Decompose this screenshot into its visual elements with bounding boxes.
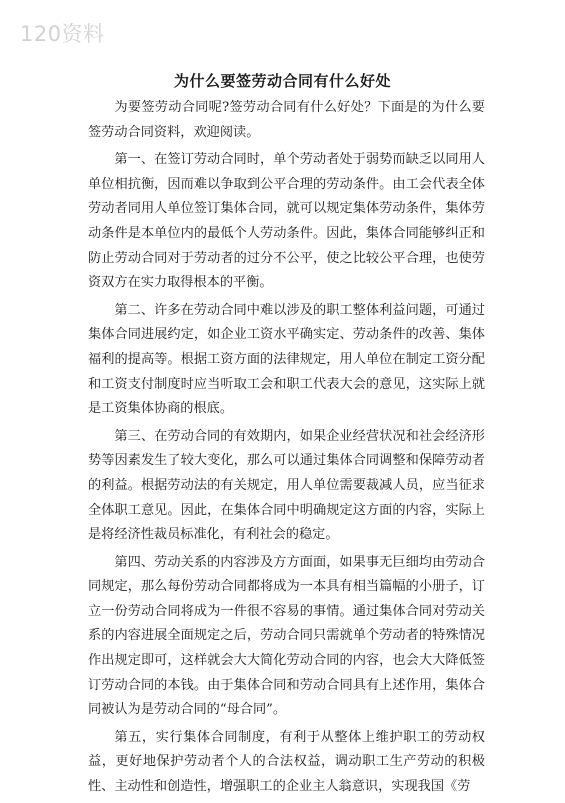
paragraph-second-point: 第二、许多在劳动合同中难以涉及的职工整体利益问题，可通过集体合同进展约定，如企业工资水平确实定、劳动条件的改善、集体福利的提高等。根据工资方面的法律规定，用人单位在制定工资分配和工资支付制度时应当听取工会和职工代表大会的意见，这实际上就是工资集体协商的根底。 (88, 302, 485, 417)
paragraph-third-point: 第三、在劳动合同的有效期内，如果企业经营状况和社会经济形势等因素发生了较大变化，那么可以通过集体合同调整和保障劳动者的利益。根据劳动法的有关规定，用人单位需要裁减人员，应当征求全体职工意见。因此，在集体合同中明确规定这方面的内容，实际上是将经济性裁员标准化，有利社会的稳定。 (88, 428, 485, 543)
watermark-logo-text: 120资料 (20, 22, 105, 46)
document-title: 为什么要签劳动合同有什么好处 (173, 72, 391, 90)
paragraph-first-point: 第一、在签订劳动合同时，单个劳动者处于弱势而缺乏以同用人单位相抗衡，因而难以争取到公平合理的劳动条件。由工会代表全体劳动者同用人单位签订集体合同，就可以规定集体劳动条件，集体劳动条件是本单位内的最低个人劳动条件。因此，集体合同能够纠正和防止劳动合同对于劳动者的过分不公平，使之比较公平合理，也使劳资双方在实力取得根本的平衡。 (88, 152, 485, 291)
paragraph-fourth-point: 第四、劳动关系的内容涉及方方面面，如果事无巨细均由劳动合同规定，那么每份劳动合同都将成为一本具有相当篇幅的小册子，订立一份劳动合同将成为一件很不容易的事情。通过集体合同对劳动关系的内容进展全面规定之后，劳动合同只需就单个劳动者的特殊情况作出规定即可，这样就会大大简化劳动合同的内容，也会大大降低签订劳动合同的本钱。由于集体合同和劳动合同具有上述作用，集体合同被认为是劳动合同的“母合同”。 (88, 554, 485, 718)
intro-paragraph: 为要签劳动合同呢?签劳动合同有什么好处？下面是的为什么要签劳动合同资料，欢迎阅读。 (88, 100, 485, 140)
document-body (88, 96, 485, 803)
paragraph-fifth-point: 第五，实行集体合同制度，有利于从整体上维护职工的劳动权益，更好地保护劳动者个人的合法权益，调动职工生产劳动的积极性、主动性和创造性，增强职工的企业主人翁意识，实现我国《劳 (88, 729, 485, 795)
